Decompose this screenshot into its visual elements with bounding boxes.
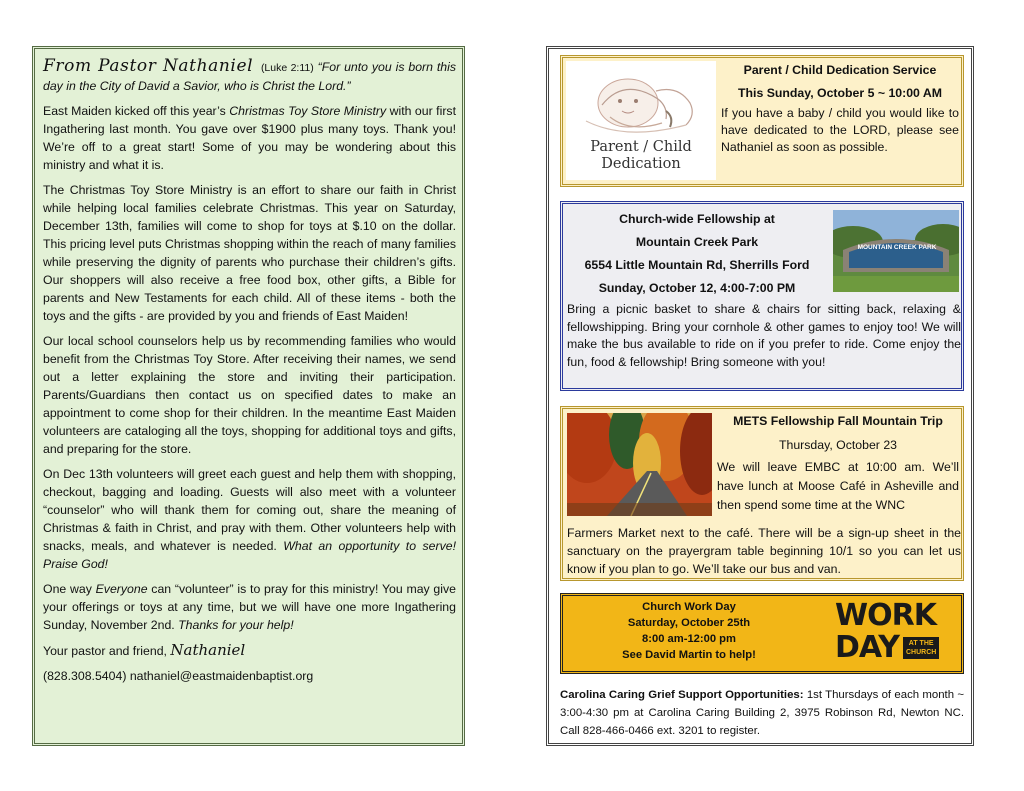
work-day-text — [567, 599, 811, 663]
text-run: East Maiden kicked off this year’s — [43, 104, 230, 118]
grief-support-label: Carolina Caring Grief Support Opportunities: — [560, 689, 804, 701]
pastor-letter-panel — [32, 46, 465, 746]
image-caption-line: Dedication — [601, 156, 681, 172]
mets-trip-announcement — [560, 406, 964, 581]
work-day-announcement — [560, 593, 964, 674]
fellowship-body: Bring a picnic basket to share & chairs for sitting back, relaxing & fellowshipping. Bring your cornhole & other games to enjoy too! We will make the bus available to ride on if you prefer to ride. Come enjoy the fun, food & fellowship! Bring someone with you! — [567, 302, 961, 369]
work-day-title: Church Work Day — [642, 601, 736, 613]
image-caption-line: Parent / Child — [590, 139, 692, 155]
grief-support-notice — [560, 686, 964, 740]
text-run: On Dec 13th volunteers will greet each guest and help them with shopping, checkout, bagging and loading. Guests will also meet with a volunteer “counselor” who will thank them for coming out, share the meaning of Christmas & faith in Christ, and pray with them. Other volunteers help with snacks, meals, and whatever is needed. — [43, 467, 456, 553]
letter-paragraph-2: The Christmas Toy Store Ministry is an effort to share our faith in Christ while helping local families celebrate Christmas. This year on Saturday, December 13th, families will come to shop for toys at $.10 on the dollar. This pricing level puts Christmas shopping within the reach of many families while preserving the dignity of parents who purchase their children’s gifts. Our shoppers will also receive a free food box, other gifts, a Bible for parents and New Testaments for each child. All of these items - both the toys and the gifts - are provided by you and friends of East Maiden! — [43, 183, 456, 323]
fellowship-line: Church-wide Fellowship at — [619, 212, 775, 226]
mets-trip-date: Thursday, October 23 — [778, 438, 897, 452]
letter-paragraph-5 — [43, 580, 456, 634]
work-day-contact: See David Martin to help! — [622, 649, 756, 661]
fellowship-address: 6554 Little Mountain Rd, Sherrills Ford — [584, 258, 810, 272]
dedication-body: If you have a baby / child you would like to have dedicated to the LORD, please see Nathaniel as soon as possible. — [721, 106, 959, 154]
pastor-signature: Nathaniel — [170, 641, 246, 659]
fellowship-announcement — [560, 201, 964, 391]
work-day-date: Saturday, October 25th — [627, 617, 751, 629]
mets-trip-body-top: We will leave EMBC at 10:00 am. We’ll have lunch at Moose Café in Asheville and then spend some time at the WNC — [717, 460, 959, 512]
pastor-contact: (828.308.5404) nathaniel@eastmaidenbaptist.org — [43, 669, 314, 683]
announcements-panel — [546, 46, 974, 746]
logo-small-text: CHURCH — [906, 649, 937, 656]
ministry-name: Christmas Toy Store Ministry — [229, 104, 387, 118]
dedication-title: Parent / Child Dedication Service — [743, 63, 937, 77]
letter-paragraph-1 — [43, 102, 456, 174]
logo-work-text: WORK — [835, 598, 936, 633]
scripture-quote: “For unto you is born this day in the City of David a Savior, who is Christ the Lord.” — [43, 60, 456, 93]
text-run: with our first Ingathering last month. You gave over $1900 plus many toys. Thank you! We’re off to a great start! Some of you may be wondering about this ministry and what it is. — [43, 104, 456, 172]
mets-trip-body-bottom: Farmers Market next to the café. There will be a sign-up sheet in the sanctuary on the prayergram table beginning 10/1 so you can let us know if you plan to go. We’ll take our bus and van. — [567, 526, 961, 576]
logo-at-church — [903, 637, 939, 659]
scripture-reference: (Luke 2:11) — [260, 62, 314, 74]
dedication-announcement — [560, 55, 964, 187]
park-sign-image — [833, 210, 959, 292]
baby-dedication-image — [566, 61, 716, 180]
fellowship-heading — [567, 208, 827, 300]
logo-small-text: AT THE — [908, 640, 934, 647]
pastor-heading-title: From Pastor Nathaniel — [43, 56, 254, 76]
park-sign-text: MOUNTAIN CREEK PARK — [857, 244, 937, 251]
fall-mountain-road-image — [567, 413, 712, 516]
signoff-text: Your pastor and friend, — [43, 644, 171, 658]
emphasis-text: Everyone — [95, 582, 148, 596]
dedication-datetime: This Sunday, October 5 ~ 10:00 AM — [738, 86, 942, 100]
work-day-time: 8:00 am-12:00 pm — [642, 633, 736, 645]
mets-trip-text — [717, 411, 959, 515]
grief-support-body: 1st Thursdays of each month ~ 3:00-4:30 pm at Carolina Caring Building 2, 3975 Robinson Rd, Newton NC. Call 828-466-0466 ext. 3201 to register. — [560, 689, 964, 737]
letter-signoff — [43, 641, 456, 660]
emphasis-text: Thanks for your help! — [178, 618, 294, 632]
fellowship-datetime: Sunday, October 12, 4:00-7:00 PM — [598, 281, 796, 295]
emphasis-text: What an opportunity to serve! Praise God! — [43, 539, 456, 571]
text-run: One way — [43, 582, 96, 596]
pastor-letter-heading — [43, 57, 456, 95]
fellowship-location: Mountain Creek Park — [635, 235, 759, 249]
work-day-logo — [819, 599, 959, 668]
letter-paragraph-4 — [43, 465, 456, 573]
text-run: can “volunteer” is to pray for this ministry! You may give your offerings or toys at any time, but we will have one more Ingathering Sunday, November 2nd. — [43, 582, 456, 632]
dedication-text — [721, 60, 959, 156]
letter-paragraph-3: Our local school counselors help us by recommending families who would benefit from the Christmas Toy Store. After receiving their names, we send out a letter explaining the store and inviting their participation. Parents/Guardians then contact us on specified dates to make an appointment to come shop for their children. In the meantime East Maiden volunteers are cataloging all the toys, shopping for additional toys and gifts, and preparing for the store. — [43, 334, 456, 456]
mets-trip-title: METS Fellowship Fall Mountain Trip — [733, 414, 943, 428]
logo-day-text: DAY — [835, 630, 899, 665]
